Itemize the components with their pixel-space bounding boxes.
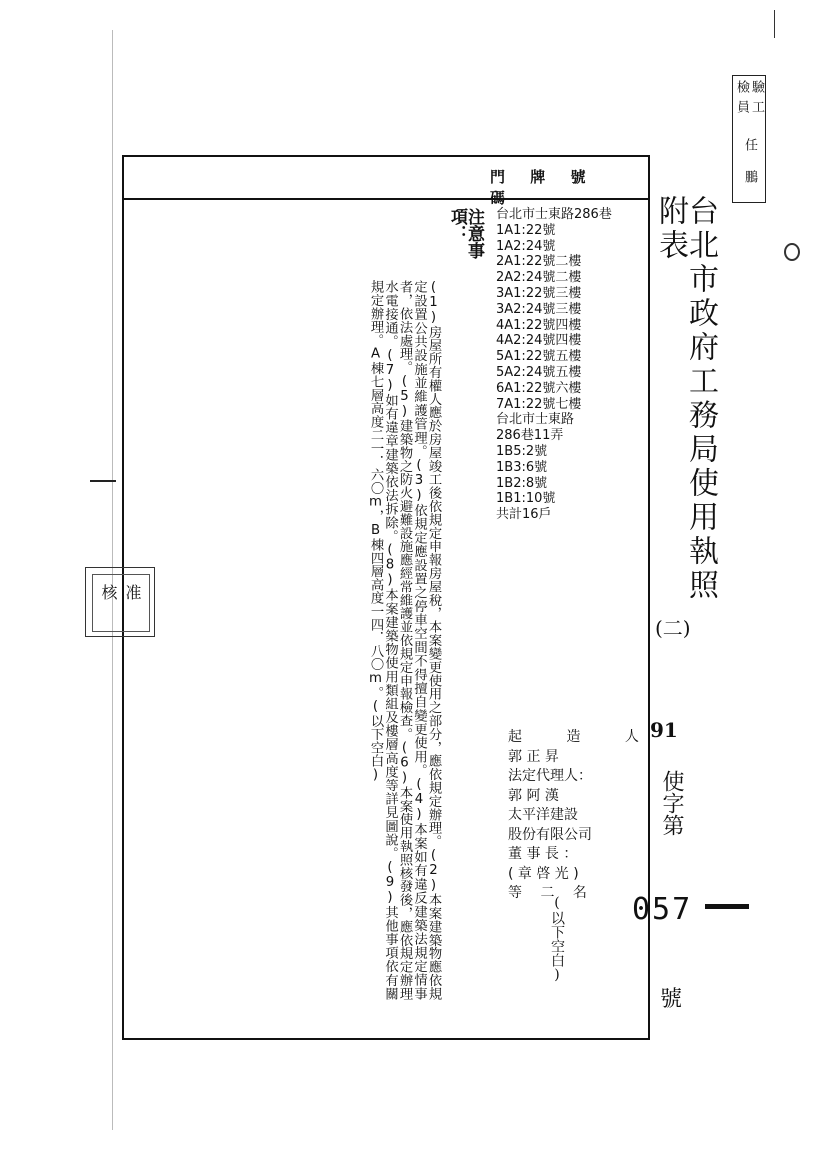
permit-number-mark	[705, 904, 749, 909]
chair-name: ( 章 啓 光 )	[508, 865, 579, 882]
stamp-char: 工	[749, 100, 764, 113]
address-line: 1A1:22號	[496, 222, 556, 238]
address-line: 1A2:24號	[496, 238, 556, 254]
address-line: 台北市士東路	[496, 412, 575, 428]
company-type: 股份有限公司	[508, 826, 592, 843]
address-line: 6A1:22號六樓	[496, 380, 582, 396]
agent-name: 郭 阿 漢	[508, 787, 559, 804]
address-line: 1B2:8號	[496, 475, 548, 491]
address-line: 台北市士東路286巷	[496, 207, 612, 222]
stamp-char: 檢	[734, 80, 749, 93]
applicant-name: 郭 正 昇	[508, 748, 559, 765]
stamp-char: 驗	[749, 80, 764, 93]
address-line: 4A2:24號四樓	[496, 333, 582, 349]
approval-stamp	[85, 567, 155, 637]
document-title: 台北市政府工務局使用執照附表	[653, 195, 718, 603]
corner-mark	[774, 10, 775, 38]
applicant-count: 等 二 名	[508, 885, 587, 901]
notes-title: 注意事項：	[447, 208, 484, 259]
permit-suffix: 號	[660, 987, 683, 1012]
document-title-number: (二)	[655, 616, 691, 640]
margin-tick	[90, 480, 116, 482]
stamp-char: 員	[734, 100, 749, 113]
permit-number: 057	[632, 892, 693, 927]
address-line: 5A2:24號五樓	[496, 364, 582, 380]
address-total: 共計16戶	[496, 507, 552, 523]
circle-mark	[784, 243, 800, 261]
address-line: 3A1:22號三樓	[496, 285, 582, 301]
permit-label: 使字第	[659, 770, 684, 836]
blank-note: (以下空白)	[549, 895, 565, 983]
address-list	[496, 207, 612, 523]
address-line: 1B1:10號	[496, 491, 556, 507]
address-line: 1B3:6號	[496, 459, 548, 475]
stamp-char: 鵬	[742, 170, 757, 183]
inspector-stamp	[732, 75, 766, 203]
address-line: 286巷11弄	[496, 428, 564, 444]
address-line: 7A1:22號七樓	[496, 396, 582, 412]
stamp-char: 准	[123, 584, 142, 600]
applicant-block	[508, 728, 659, 904]
address-line: 2A2:24號二樓	[496, 270, 582, 286]
applicant-role-label: 起 造 人	[508, 729, 659, 745]
company-name: 太平洋建設	[508, 807, 578, 823]
stamp-char: 任	[742, 138, 757, 151]
address-column-header: 門 牌 號 碼	[490, 168, 596, 207]
permit-year: 91	[650, 718, 678, 742]
stamp-inner-border	[92, 574, 150, 632]
address-line: 3A2:24號三樓	[496, 301, 582, 317]
agent-label: 法定代理人：	[508, 768, 592, 784]
address-line: 5A1:22號五樓	[496, 349, 582, 365]
address-line: 2A1:22號二樓	[496, 254, 582, 270]
address-line: 1B5:2號	[496, 443, 548, 459]
notes-body: (1)房屋所有權人應於房屋竣工後依規定申報房屋稅，本案變更使用之部分，應依規定辦理。(2)本案建築物應依規定設置公共設施並維護管理。(3)依規定應設置之停車空間不得擅自變更使用。(4)本案如有違反建築法規定情事者，依法處理。(5)建築物之防火避難設施應經常維護並依規定申報檢查。(6)本案使用執照核發後，應依規定辦理水電接通。(7)如有違章建築依法拆除。(8)本案建築物使用類組及樓層高度等詳見圖說。(9)其他事項依有關規定辦理。A棟七層高度二一．六〇m，B棟四層高度一四．八〇m。(以下空白)	[368, 280, 441, 1000]
chair-label: 董 事 長 ：	[508, 846, 578, 862]
address-line: 4A1:22號四樓	[496, 317, 582, 333]
stamp-char: 核	[99, 584, 118, 600]
